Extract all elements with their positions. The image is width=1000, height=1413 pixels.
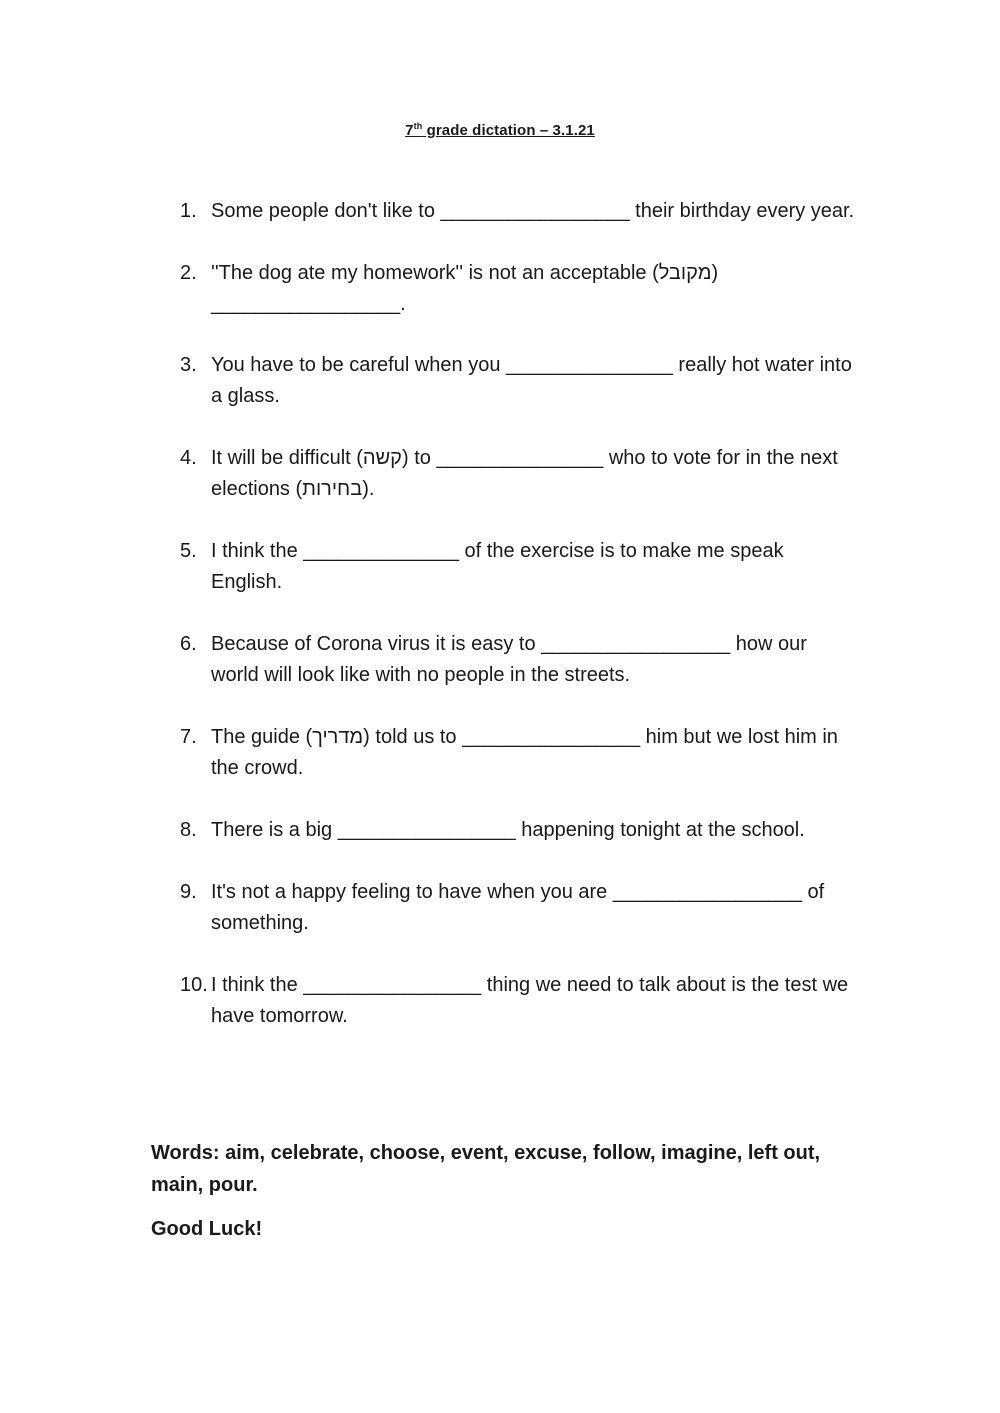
- title-grade-number: 7: [405, 122, 414, 139]
- question-text: ''The dog ate my homework'' is not an acceptable (מקובל) _________________.: [211, 262, 719, 315]
- word-bank: Words: aim, celebrate, choose, event, excuse, follow, imagine, left out, main, pour.: [151, 1142, 821, 1196]
- question-text: Some people don't like to _________________ their birthday every year.: [211, 200, 855, 222]
- question-item: [180, 722, 860, 784]
- closing-text: Good Luck!: [151, 1218, 263, 1240]
- question-item: [180, 443, 860, 505]
- question-number: 9.: [180, 881, 197, 903]
- question-number: 5.: [180, 540, 197, 562]
- question-list: [180, 196, 860, 1032]
- question-text: Because of Corona virus it is easy to _________________ how our world will look like with no people in the streets.: [211, 633, 807, 686]
- question-text: I think the ________________ thing we need to talk about is the test we have tomorrow.: [211, 974, 849, 1027]
- question-text: You have to be careful when you _______________ really hot water into a glass.: [211, 354, 852, 407]
- page-title: [0, 122, 1000, 139]
- question-text: I think the ______________ of the exercise is to make me speak English.: [211, 540, 784, 593]
- question-item: [180, 258, 860, 320]
- question-text: There is a big ________________ happening tonight at the school.: [211, 819, 805, 841]
- title-superscript: th: [413, 121, 423, 131]
- question-text: The guide (מדריך) told us to ________________ him but we lost him in the crowd.: [211, 726, 838, 779]
- question-number: 4.: [180, 447, 197, 469]
- title-text: grade dictation – 3.1.21: [422, 122, 595, 139]
- question-item: [180, 815, 860, 846]
- question-number: 6.: [180, 633, 197, 655]
- question-number: 3.: [180, 354, 197, 376]
- question-number: 8.: [180, 819, 197, 841]
- question-number: 2.: [180, 262, 197, 284]
- question-number: 1.: [180, 200, 197, 222]
- question-text: It will be difficult (קשה) to _______________ who to vote for in the next elections (בחירות).: [211, 447, 838, 500]
- question-text: It's not a happy feeling to have when you are _________________ of something.: [211, 881, 825, 934]
- question-number: 7.: [180, 726, 197, 748]
- question-item: [180, 629, 860, 691]
- question-item: [180, 970, 860, 1032]
- question-item: [180, 350, 860, 412]
- question-number: 10.: [180, 974, 208, 996]
- question-item: [180, 196, 860, 227]
- question-item: [180, 877, 860, 939]
- question-item: [180, 536, 860, 598]
